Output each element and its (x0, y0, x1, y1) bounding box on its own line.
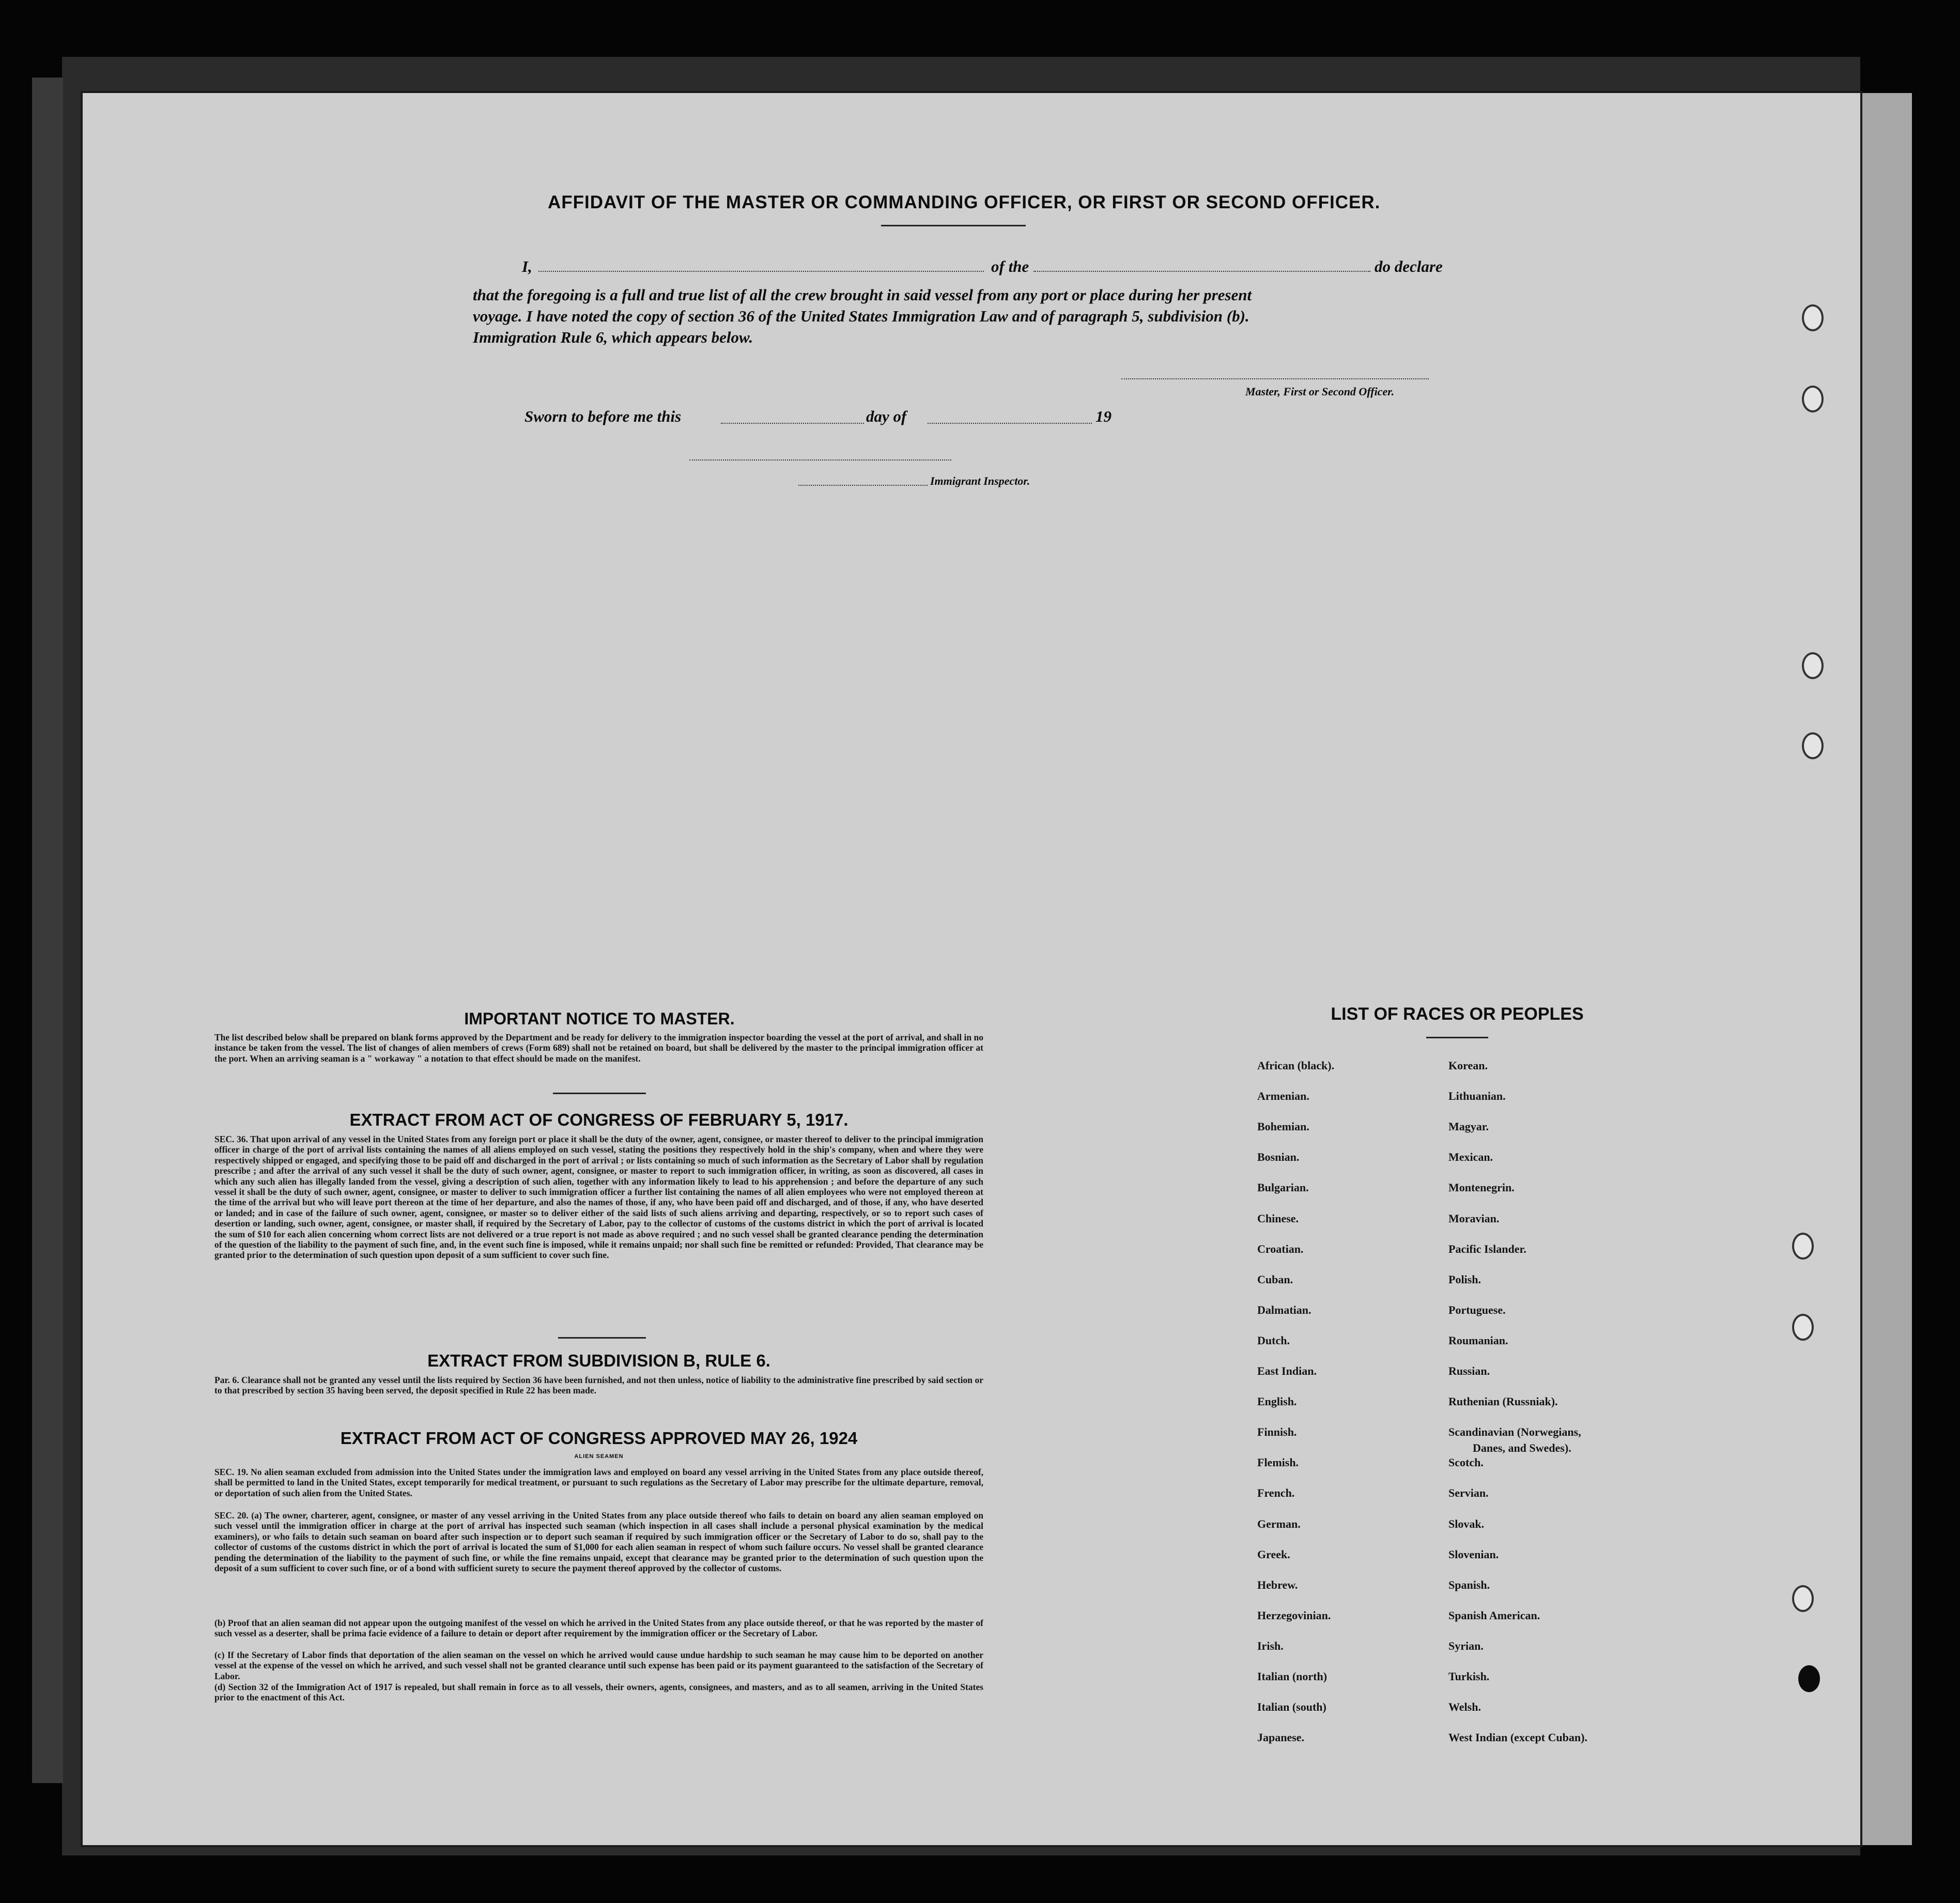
act-1924-heading: EXTRACT FROM ACT OF CONGRESS APPROVED MAY 26, 1924 (340, 1429, 858, 1448)
title-rule (881, 225, 1026, 226)
affidavit-title: AFFIDAVIT OF THE MASTER OR COMMANDING OFFICER, OR FIRST OR SECOND OFFICER. (548, 192, 1381, 212)
race-item: Roumanian. (1448, 1334, 1508, 1347)
race-item: Greek. (1257, 1548, 1290, 1561)
race-item: Cuban. (1257, 1273, 1293, 1286)
race-item: Turkish. (1448, 1670, 1490, 1683)
races-heading: LIST OF RACES OR PEOPLES (1331, 1004, 1584, 1024)
races-rule (1426, 1037, 1488, 1038)
section-rule (553, 1093, 646, 1094)
day-blank (721, 423, 864, 424)
race-scandinavian-continued: Danes, and Swedes). (1473, 1441, 1571, 1454)
race-item: Italian (south) (1257, 1700, 1326, 1713)
punch-hole (1792, 1585, 1814, 1612)
rule-6-heading: EXTRACT FROM SUBDIVISION B, RULE 6. (427, 1351, 770, 1370)
affidavit-line-4: Immigration Rule 6, which appears below. (473, 328, 753, 346)
stub-sheet (32, 78, 63, 1783)
punch-hole (1802, 386, 1824, 412)
act-1924-sec19: SEC. 19. No alien seaman excluded from admission into the United States under the immigration laws and employed on board any vessel arriving in the United States from any place outside thereof, shall be permitted to land in the United States, except temporarily for medical treatment, or pursuant to such regulations as the Secretary of Labor may prescribe for the ultimate departure, removal, or deportation of such alien from the United States. (214, 1467, 983, 1498)
act-1924-sec20d: (d) Section 32 of the Immigration Act of 1917 is repealed, but shall remain in force as to all vessels, their owners, agents, consignees, and masters, and as to all seamen, arriving in the United States prior to the enactment of this Act. (214, 1682, 983, 1703)
race-item: Montenegrin. (1448, 1181, 1515, 1194)
race-item: Japanese. (1257, 1731, 1305, 1744)
race-item: Pacific Islander. (1448, 1242, 1526, 1255)
vessel-blank (1033, 271, 1370, 272)
race-item: Korean. (1448, 1059, 1488, 1072)
race-item: Herzegovinian. (1257, 1609, 1331, 1622)
affidavit-line-3: voyage. I have noted the copy of section 36 of the United States Immigration Law and of paragraph 5, subdivision (b). (473, 307, 1249, 325)
race-item: Polish. (1448, 1273, 1481, 1286)
act-1924-sec20c: (c) If the Secretary of Labor finds that deportation of the alien seaman on the vessel on which he arrived would cause undue hardship to such seaman he may cause him to be deported on another vessel at the expense of the vessel on which he arrived, and such vessel shall not be granted clearance until such expense has been paid or its payment guaranteed to the satisfaction of the Secretary of Labor. (214, 1650, 983, 1681)
race-item: Bulgarian. (1257, 1181, 1309, 1194)
race-item: Slovak. (1448, 1517, 1485, 1530)
race-item: Slovenian. (1448, 1548, 1499, 1561)
race-item: Chinese. (1257, 1212, 1299, 1225)
race-item: Mexican. (1448, 1150, 1493, 1163)
affidavit-i: I, (522, 257, 532, 275)
inspector-signature-line (798, 485, 928, 486)
affidavit-line-2: that the foregoing is a full and true list of all the crew brought in said vessel from any port or place during her present (473, 286, 1252, 304)
race-item: Bohemian. (1257, 1120, 1309, 1133)
master-signature-label: Master, First or Second Officer. (1245, 385, 1395, 398)
race-item: Dalmatian. (1257, 1303, 1311, 1316)
race-item: Spanish. (1448, 1578, 1490, 1591)
race-item: Welsh. (1448, 1700, 1481, 1713)
affidavit-do-declare: do declare (1375, 257, 1443, 275)
punch-hole (1798, 1665, 1820, 1692)
race-item: Finnish. (1257, 1425, 1297, 1438)
race-item: French. (1257, 1486, 1295, 1499)
race-item: Russian. (1448, 1364, 1490, 1377)
race-item: Scotch. (1448, 1456, 1484, 1469)
act-1917-heading: EXTRACT FROM ACT OF CONGRESS OF FEBRUARY 5, 1917. (349, 1110, 848, 1129)
race-item: Croatian. (1257, 1242, 1304, 1255)
race-item: Portuguese. (1448, 1303, 1506, 1316)
race-item: East Indian. (1257, 1364, 1317, 1377)
race-item: Ruthenian (Russniak). (1448, 1395, 1558, 1408)
affidavit-of-the: of the (991, 257, 1029, 275)
inspector-label: Immigrant Inspector. (930, 474, 1030, 487)
race-item: English. (1257, 1395, 1297, 1408)
race-item: Syrian. (1448, 1639, 1484, 1652)
race-item: Bosnian. (1257, 1150, 1300, 1163)
notice-heading: IMPORTANT NOTICE TO MASTER. (464, 1009, 735, 1028)
notice-text: The list described below shall be prepared on blank forms approved by the Department and be ready for delivery to the immigration inspector boarding the vessel at the port of arrival, and shall in no instance be taken from the vessel. The list of changes of alien members of crews (Form 689) shall not be retained on board, but shall be delivered by the master to the principal immigration officer at the port. When an arriving seaman is a " workaway " a notation to that effect should be made on the manifest. (214, 1032, 983, 1064)
race-item: West Indian (except Cuban). (1448, 1731, 1587, 1744)
race-item: Moravian. (1448, 1212, 1500, 1225)
act-1924-subheading: ALIEN SEAMEN (574, 1453, 624, 1460)
punch-hole (1802, 304, 1824, 331)
race-item: Magyar. (1448, 1120, 1489, 1133)
race-item: Scandinavian (Norwegians, (1448, 1425, 1581, 1438)
sworn-before-me: Sworn to before me this (524, 407, 682, 425)
year-prefix: 19 (1095, 407, 1112, 425)
race-item: Armenian. (1257, 1089, 1309, 1102)
race-item: German. (1257, 1517, 1301, 1530)
race-item: Irish. (1257, 1639, 1284, 1652)
act-1924-sec20a: SEC. 20. (a) The owner, charterer, agent, consignee, or master of any vessel arriving in the United States from any place outside thereof who fails to detain on board any alien seaman employed on such vessel until the immigration officer in charge at the port of arrival has inspected such seaman (which inspection in all cases shall include a personal physical examination by the medical examiners), or who fails to detain such seaman on board after such inspection or to deport such seaman if required by such immigration officer or the Secretary of Labor to do so, shall pay to the collector of customs of the customs district in which the port of arrival is located the sum of $1,000 for each alien seaman in respect of whom such failure occurs. No vessel shall be granted clearance pending the determination of the liability to the payment of such fine, or while the fine remains unpaid, except that clearance may be granted prior to the determination of such question upon the deposit of a sum sufficient to cover such fine, or of a bond with sufficient surety to secure the payment thereof approved by the collector of customs. (214, 1510, 983, 1574)
act-1917-text: SEC. 36. That upon arrival of any vessel in the United States from any foreign port or place it shall be the duty of the owner, agent, consignee, or master thereof to deliver to the principal immigration officer in charge of the port of arrival lists containing the names of all aliens employed on such vessel, stating the positions they respectively hold in the ship's company, when and where they were respectively shipped or engaged, and specifying those to be paid off and discharged in the port of arrival ; or lists containing so much of such information as the Secretary of Labor shall by regulation prescribe ; and after the arrival of any such vessel it shall be the duty of such owner, agent, consignee, or master to report to such immigration officer, in writing, as soon as discovered, all cases in which any such alien has illegally landed from the vessel, giving a description of such alien, together with any information likely to lead to his apprehension ; and before the departure of any such vessel it shall be the duty of such owner, agent, consignee, or master to deliver to such immigration officer a further list containing the names of all alien employees who were not employed thereon at the time of the arrival but who will leave port thereon at the time of her departure, and also the names of those, if any, who have been paid off and discharged, and of those, if any, who have deserted or landed; and in case of the failure of such owner, agent, consignee, or master so to deliver either of the said lists of such aliens arriving and departing, respectively, or so to report such cases of desertion or landing, such owner, agent, consignee, or master shall, if required by the Secretary of Labor, pay to the collector of customs of the customs district in which the port of arrival is located the sum of $10 for each alien concerning whom correct lists are not delivered or a true report is not made as above required ; and no such vessel shall be granted clearance pending the determination of the question of the liability to the payment of such fine, and, in the event such fine is imposed, while it remains unpaid; nor shall such fine be remitted or refunded: Provided, That clearance may be granted prior to the determination of such question upon deposit of a sum sufficient to cover such fine. (214, 1134, 983, 1261)
seal-line (689, 459, 951, 461)
race-item: Dutch. (1257, 1334, 1290, 1347)
race-item: Flemish. (1257, 1456, 1299, 1469)
act-1924-sec20b: (b) Proof that an alien seaman did not appear upon the outgoing manifest of the vessel on which he arrived in the United States from any place outside thereof, or that he was reported by the master of such vessel as a deserter, shall be prima facie evidence of a failure to detain or deport after requirement by the immigration officer or the Secretary of Labor. (214, 1618, 983, 1639)
rule-6-text: Par. 6. Clearance shall not be granted any vessel until the lists required by Section 36 have been furnished, and not then unless, notice of liability to the administrative fine prescribed by said section or to that prescribed by section 35 having been served, the deposit specified in Rule 22 has been made. (214, 1375, 983, 1396)
section-rule (558, 1337, 646, 1339)
race-item: African (black). (1257, 1059, 1335, 1072)
race-item: Hebrew. (1257, 1578, 1298, 1591)
master-signature-line (1121, 378, 1429, 379)
race-item: Lithuanian. (1448, 1089, 1506, 1102)
race-item: Italian (north) (1257, 1670, 1328, 1683)
punch-hole (1802, 732, 1824, 759)
month-blank (928, 423, 1092, 424)
punch-hole (1792, 1233, 1814, 1260)
punch-hole (1802, 652, 1824, 679)
day-of: day of (866, 407, 907, 425)
race-item: Spanish American. (1448, 1609, 1540, 1622)
race-item: Servian. (1448, 1486, 1489, 1499)
name-blank (538, 271, 984, 272)
punch-hole (1792, 1314, 1814, 1341)
